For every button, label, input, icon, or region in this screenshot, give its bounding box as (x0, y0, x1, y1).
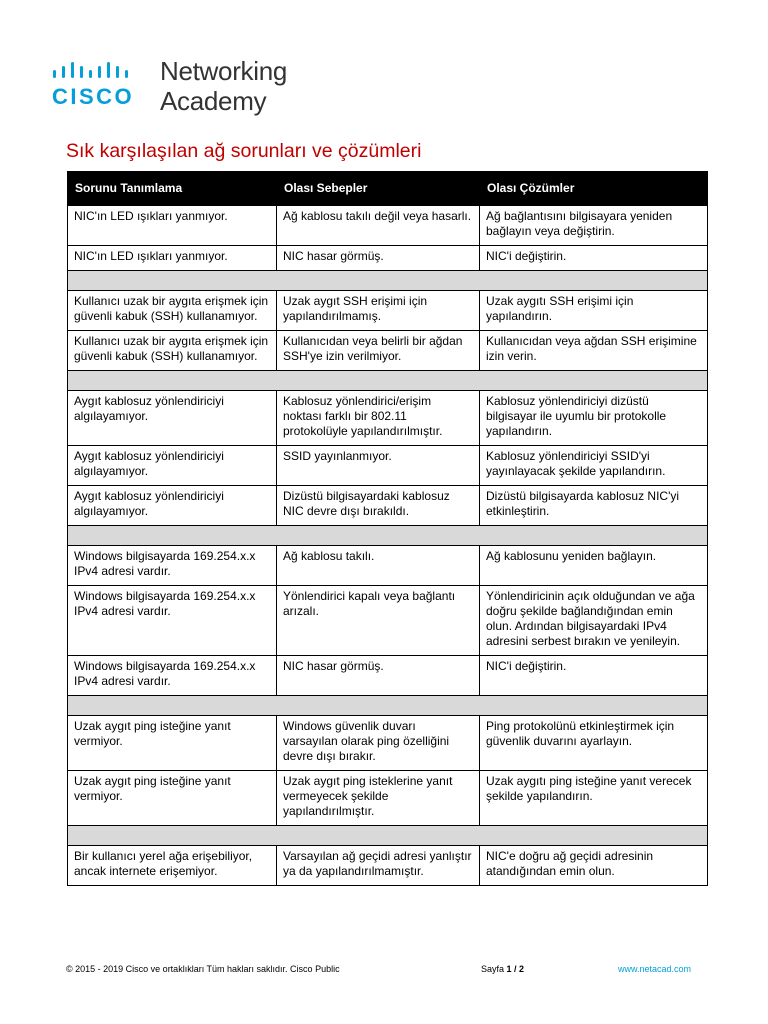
cause-cell: Varsayılan ağ geçidi adresi yanlıştır ya da yapılandırılmamıştır. (277, 846, 480, 886)
cause-cell: NIC hasar görmüş. (277, 656, 480, 696)
table-row (68, 771, 708, 826)
logo-networking-text: Networking (160, 56, 288, 86)
table-separator-row (68, 271, 708, 291)
table-separator-row (68, 826, 708, 846)
problem-cell: NIC'ın LED ışıkları yanmıyor. (68, 246, 277, 271)
table-body (68, 206, 708, 886)
table-separator-row (68, 526, 708, 546)
solution-cell: Uzak aygıtı SSH erişimi için yapılandırın. (480, 291, 708, 331)
table-row (68, 291, 708, 331)
separator-cell (68, 271, 708, 291)
problem-cell: Windows bilgisayarda 169.254.x.x IPv4 adresi vardır. (68, 656, 277, 696)
solution-cell: Kullanıcıdan veya ağdan SSH erişimine izin verin. (480, 331, 708, 371)
column-header-problem: Sorunu Tanımlama (68, 172, 277, 206)
table-row (68, 546, 708, 586)
table-row (68, 846, 708, 886)
problem-cell: Kullanıcı uzak bir aygıta erişmek için güvenli kabuk (SSH) kullanamıyor. (68, 291, 277, 331)
solution-cell: Yönlendiricinin açık olduğundan ve ağa doğru şekilde bağlandığından emin olun. Ardından bilgisayardaki IPv4 adresini serbest bırakın ve yenileyin. (480, 586, 708, 656)
problem-cell: Uzak aygıt ping isteğine yanıt vermiyor. (68, 716, 277, 771)
table-row (68, 486, 708, 526)
footer-page-label: Sayfa (481, 964, 507, 974)
table-separator-row (68, 371, 708, 391)
solution-cell: Kablosuz yönlendiriciyi SSID'yi yayınlayacak şekilde yapılandırın. (480, 446, 708, 486)
table-row (68, 206, 708, 246)
footer-page-indicator (481, 964, 524, 974)
table-row (68, 656, 708, 696)
problem-cell: Aygıt kablosuz yönlendiriciyi algılayamıyor. (68, 391, 277, 446)
cause-cell: Uzak aygıt ping isteklerine yanıt vermeyecek şekilde yapılandırılmıştır. (277, 771, 480, 826)
solution-cell: NIC'i değiştirin. (480, 656, 708, 696)
cause-cell: Yönlendirici kapalı veya bağlantı arızalı. (277, 586, 480, 656)
column-header-solution: Olası Çözümler (480, 172, 708, 206)
solution-cell: NIC'e doğru ağ geçidi adresinin atandığından emin olun. (480, 846, 708, 886)
cause-cell: Dizüstü bilgisayardaki kablosuz NIC devre dışı bırakıldı. (277, 486, 480, 526)
cause-cell: NIC hasar görmüş. (277, 246, 480, 271)
problem-cell: Kullanıcı uzak bir aygıta erişmek için güvenli kabuk (SSH) kullanamıyor. (68, 331, 277, 371)
problem-cell: Windows bilgisayarda 169.254.x.x IPv4 adresi vardır. (68, 546, 277, 586)
solution-cell: NIC'i değiştirin. (480, 246, 708, 271)
solution-cell: Dizüstü bilgisayarda kablosuz NIC'yi etkinleştirin. (480, 486, 708, 526)
solution-cell: Kablosuz yönlendiriciyi dizüstü bilgisayar ile uyumlu bir protokolle yapılandırın. (480, 391, 708, 446)
separator-cell (68, 826, 708, 846)
footer-website-link[interactable]: www.netacad.com (618, 964, 692, 974)
table-row (68, 716, 708, 771)
table-row (68, 246, 708, 271)
solution-cell: Ağ bağlantısını bilgisayara yeniden bağlayın veya değiştirin. (480, 206, 708, 246)
cause-cell: Ağ kablosu takılı değil veya hasarlı. (277, 206, 480, 246)
table-row (68, 331, 708, 371)
problem-cell: Bir kullanıcı yerel ağa erişebiliyor, ancak internete erişemiyor. (68, 846, 277, 886)
logo-academy-text: Academy (160, 86, 267, 116)
cisco-wordmark: CISCO (52, 84, 135, 109)
solution-cell: Uzak aygıtı ping isteğine yanıt verecek şekilde yapılandırın. (480, 771, 708, 826)
cause-cell: Windows güvenlik duvarı varsayılan olarak ping özelliğini devre dışı bırakır. (277, 716, 480, 771)
problem-cell: Uzak aygıt ping isteğine yanıt vermiyor. (68, 771, 277, 826)
document-title: Sık karşılaşılan ağ sorunları ve çözümleri (66, 140, 422, 162)
separator-cell (68, 371, 708, 391)
cisco-bridge-icon (52, 60, 142, 82)
table-separator-row (68, 696, 708, 716)
cisco-networking-academy-logo (52, 58, 302, 118)
troubleshooting-table (67, 171, 708, 886)
problem-cell: NIC'ın LED ışıkları yanmıyor. (68, 206, 277, 246)
table-row (68, 391, 708, 446)
cause-cell: SSID yayınlanmıyor. (277, 446, 480, 486)
column-header-cause: Olası Sebepler (277, 172, 480, 206)
footer-copyright: © 2015 - 2019 Cisco ve ortaklıkları Tüm hakları saklıdır. Cisco Public (66, 964, 340, 974)
cause-cell: Ağ kablosu takılı. (277, 546, 480, 586)
cause-cell: Kablosuz yönlendirici/erişim noktası farklı bir 802.11 protokolüyle yapılandırılmıştır. (277, 391, 480, 446)
cause-cell: Uzak aygıt SSH erişimi için yapılandırılmamış. (277, 291, 480, 331)
table-row (68, 446, 708, 486)
cause-cell: Kullanıcıdan veya belirli bir ağdan SSH'ye izin verilmiyor. (277, 331, 480, 371)
separator-cell (68, 526, 708, 546)
problem-cell: Windows bilgisayarda 169.254.x.x IPv4 adresi vardır. (68, 586, 277, 656)
solution-cell: Ağ kablosunu yeniden bağlayın. (480, 546, 708, 586)
problem-cell: Aygıt kablosuz yönlendiriciyi algılayamıyor. (68, 446, 277, 486)
separator-cell (68, 696, 708, 716)
footer-page-number: 1 / 2 (506, 964, 525, 974)
solution-cell: Ping protokolünü etkinleştirmek için güvenlik duvarını ayarlayın. (480, 716, 708, 771)
table-row (68, 586, 708, 656)
table-header-row (68, 172, 708, 206)
problem-cell: Aygıt kablosuz yönlendiriciyi algılayamıyor. (68, 486, 277, 526)
